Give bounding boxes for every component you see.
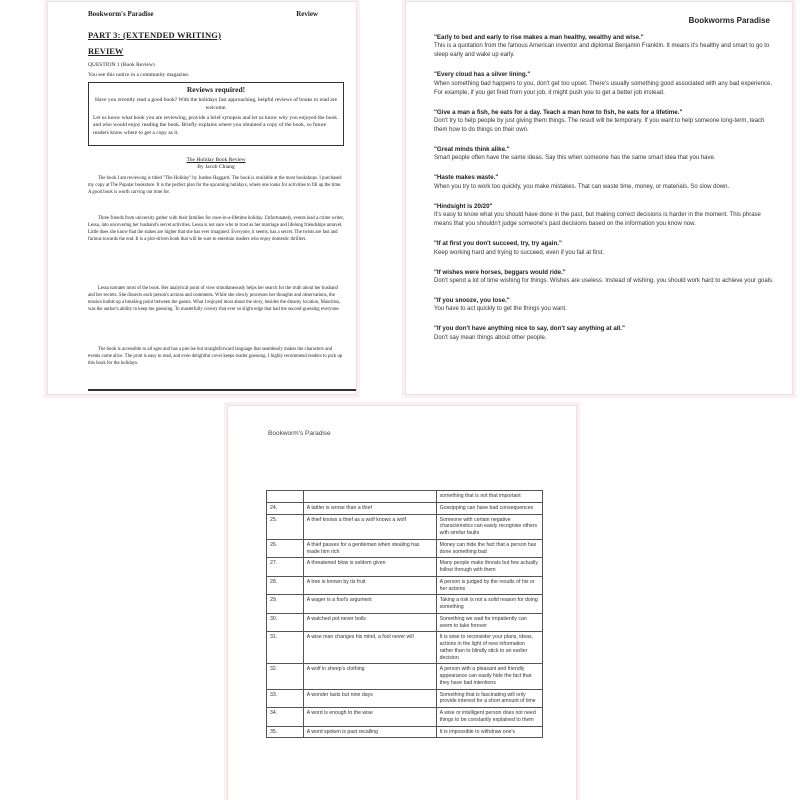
list-item xyxy=(434,269,774,286)
table-row xyxy=(267,613,543,632)
meaning-cell: something that is not that important xyxy=(436,491,542,503)
proverb-explanation: You have to act quickly to get the things you want. xyxy=(434,306,567,313)
list-item xyxy=(434,325,774,342)
notice-text: You see this notice in a community magazine. xyxy=(88,72,190,78)
article-paragraph: The book is accessible to all ages and has a precise but straightforward language that seamlessly makes the characters and events come alive. The print is easy to read, and even delightful cover keeps reader guessing. I highly recommend readers to pick up this book for the holidays. xyxy=(88,347,343,367)
list-item xyxy=(434,240,774,257)
proverb-quote: "Early to bed and early to rise makes a man healthy, wealthy and wise." xyxy=(434,34,644,41)
proverb-cell: A tree is known by its fruit xyxy=(303,576,436,595)
proverb-cell: A word spoken is past recalling xyxy=(303,726,436,738)
table-row xyxy=(267,576,543,595)
page-header: Bookworms Paradise xyxy=(688,16,770,25)
table-row xyxy=(267,708,543,727)
table-row xyxy=(267,664,543,689)
question-label: QUESTION 1 (Book Review) xyxy=(88,62,155,68)
row-number: 30. xyxy=(267,613,304,632)
row-number: 27. xyxy=(267,558,304,577)
list-item xyxy=(434,146,774,163)
meaning-cell: A person is judged by the results of his or her actions xyxy=(436,576,542,595)
row-number: 34. xyxy=(267,708,304,727)
article-paragraph: The book I am reviewing is titled "The Holiday" by Justine Haggard. The book is available at the most bookshops. I purchased my copy at The Popular bookstore. It is the perfect plan for the upcoming holidays, where one looks for activities to fill up the time. A good book is worth carving out time for. xyxy=(88,176,342,196)
list-item xyxy=(434,109,774,135)
row-number: 24. xyxy=(267,502,304,514)
proverb-quote: "If you snooze, you lose." xyxy=(434,296,510,304)
table-row xyxy=(267,502,543,514)
meaning-cell: Someone with certain negative characteristics can easily recognise others with similar faults xyxy=(436,514,542,539)
table-row xyxy=(267,539,543,558)
proverb-quote: "Great minds think alike." xyxy=(434,146,510,154)
review-heading: REVIEW xyxy=(88,46,124,56)
footer-rule xyxy=(88,389,356,391)
table-row xyxy=(267,558,543,577)
notice-box-prompt: Have you recently read a good book? With the holidays fast approaching, helpful reviews of books to read are welcome. xyxy=(94,97,338,111)
row-number: 28. xyxy=(267,576,304,595)
proverb-cell: A thief knows a thief as a wolf knows a wolf xyxy=(303,514,436,539)
proverb-cell: A threatened blow is seldom given xyxy=(303,558,436,577)
proverb-table-page xyxy=(228,406,576,800)
meaning-cell: A person with a pleasant and friendly appearance can easily hide the fact that they have bad intentions xyxy=(436,664,542,689)
proverb-cell: A tattler is worse than a thief xyxy=(303,502,436,514)
proverb-cell: A wolf in sheep's clothing xyxy=(303,664,436,689)
proverb-cell: A thief passes for a gentleman when stealing has made him rich xyxy=(303,539,436,558)
proverb-cell: A word is enough to the wise xyxy=(303,708,436,727)
meaning-cell: Taking a risk is not a solid reason for doing something xyxy=(436,595,542,614)
article-paragraph: Lessa narrates most of the book. Her analytical point of view simultaneously helps her search for the truth about her husband and her secrets. She dissects each person's actions and comments. While she slowly processes her thoughts and observations, the tension builds up a breaking point between the guests. What I enjoyed most about the story, besides the dreamy location, Mauritius, was the author's ability to keep me guessing. To masterfully convey that ever so slight edge that had me second-guessing everyone. xyxy=(88,286,341,313)
row-number: 31. xyxy=(267,632,304,664)
article-title: The Holiday Book Review xyxy=(186,157,246,163)
row-number: 26. xyxy=(267,539,304,558)
review-page xyxy=(48,2,356,394)
list-item xyxy=(434,203,774,229)
proverb-explanation: Don't try to help people by just giving them things. The result will be temporary. If you want to help someone long-term, teach them how to do things on their own. xyxy=(434,118,765,134)
list-item xyxy=(434,34,774,60)
proverb-cell: A wager is a fool's argument xyxy=(303,595,436,614)
proverb-explanation: This is a quotation from the famous American inventor and diplomat Benjamin Franklin. It means it's healthy and smart to go to sleep early and wake up early. xyxy=(434,43,770,59)
table-row xyxy=(267,689,543,708)
meaning-cell: It is wise to reconsider your plans, ideas, actions in the light of new information rather than to blindly stick to an earlier decision xyxy=(436,632,542,664)
proverbs-page xyxy=(406,2,792,394)
proverb-quote: "Every cloud has a silver lining." xyxy=(434,71,531,79)
proverb-table xyxy=(266,490,543,738)
proverb-quote: "Give a man a fish, he eats for a day. Teach a man how to fish, he eats for a lifetime." xyxy=(434,108,683,116)
proverb-quote: "If wishes were horses, beggars would ride." xyxy=(434,268,566,276)
list-item xyxy=(434,71,774,97)
header-title: Bookworm's Paradise xyxy=(88,10,154,18)
list-item xyxy=(434,174,774,191)
meaning-cell: Money can hide the fact that a person has done something bad xyxy=(436,539,542,558)
proverb-list xyxy=(434,34,774,354)
proverb-quote: "Haste makes waste." xyxy=(434,174,499,182)
page-header: Bookworm's Paradise xyxy=(268,430,331,437)
row-number: 29. xyxy=(267,595,304,614)
notice-box-heading: Reviews required! xyxy=(186,85,246,94)
row-number: 32. xyxy=(267,664,304,689)
table-row xyxy=(267,632,543,664)
proverb-cell: A watched pot never boils xyxy=(303,613,436,632)
row-number: 33. xyxy=(267,689,304,708)
meaning-cell: Gossipping can have bad consequences xyxy=(436,502,542,514)
notice-box xyxy=(88,82,344,146)
meaning-cell: Many people make threats but few actually follow through with them xyxy=(436,558,542,577)
proverb-quote: "If at first you don't succeed, try, try again." xyxy=(434,240,562,248)
proverb-explanation: It's easy to know what you should have done in the past, but making correct decisions is harder in the moment. This phrase means that you shouldn't judge someone's past decisions based on the information you know now. xyxy=(434,212,761,228)
proverb-quote: "If you don't have anything nice to say, don't say anything at all." xyxy=(434,325,625,333)
proverb-cell: A wise man changes his mind, a fool never will xyxy=(303,632,436,664)
table-row xyxy=(267,726,543,738)
page-header xyxy=(88,10,318,18)
row-number: 35. xyxy=(267,726,304,738)
list-item xyxy=(434,297,774,314)
notice-box-task: Let us know what book you are reviewing, provide a brief synopsis and let us know why you enjoyed the book and who would enjoy reading the book. Briefly explains where you obtained a copy of the book, so future readers know where to get a copy as it. xyxy=(93,114,337,136)
proverb-cell: A wonder lasts but nine days xyxy=(303,689,436,708)
table-row xyxy=(267,514,543,539)
proverb-explanation: Smart people often have the same ideas. Say this when someone has the same smart idea that you have. xyxy=(434,155,716,162)
row-number: 25. xyxy=(267,514,304,539)
proverb-quote: "Hindsight is 20/20" xyxy=(434,202,493,210)
table-row xyxy=(267,491,543,503)
proverb-explanation: Don't spend a lot of time wishing for things. Wishes are useless. Instead of wishing, you should work hard to achieve your goals. xyxy=(434,277,774,284)
meaning-cell: A wise or intelligent person does not need things to be constantly explained to them xyxy=(436,708,542,727)
proverb-explanation: When you try to work too quickly, you make mistakes. That can waste time, money, or materials. So slow down. xyxy=(434,183,730,190)
meaning-cell: It is impossible to withdraw one's xyxy=(436,726,542,738)
proverb-explanation: When something bad happens to you, don't get too upset. There's usually something good associated with any bad experience. For example, if you get fired from your job, it might push you to get a better job instead. xyxy=(434,80,773,96)
proverb-explanation: Keep working hard and trying to succeed, even if you fail at first. xyxy=(434,249,605,256)
part-title: PART 3: (EXTENDED WRITING) xyxy=(88,30,222,40)
table-row xyxy=(267,595,543,614)
header-section: Review xyxy=(296,10,318,18)
meaning-cell: Something we wait for impatiently can seem to take forever xyxy=(436,613,542,632)
meaning-cell: Something that is fascinating will only provide interest for a short amount of time xyxy=(436,689,542,708)
proverb-explanation: Don't say mean things about other people. xyxy=(434,334,547,341)
article-paragraph: Three friends from university gather with their families for once-in-a-lifetime holiday. Unfortunately, events lead a crime writer, Lessa, into uncovering her husband's secret activities. Lessa is not sure who to trust as her marriage and lifelong friendships unravel. Little does she know that the stakes are higher that she has ever imagined. Everyone, it seems, has a secret. The twists are fast and furious towards the end. It is a plot-driven book that will be sure to entertain readers who enjoy domestic thrillers. xyxy=(88,216,344,243)
article-author: By Jacob Chiang xyxy=(197,164,235,170)
